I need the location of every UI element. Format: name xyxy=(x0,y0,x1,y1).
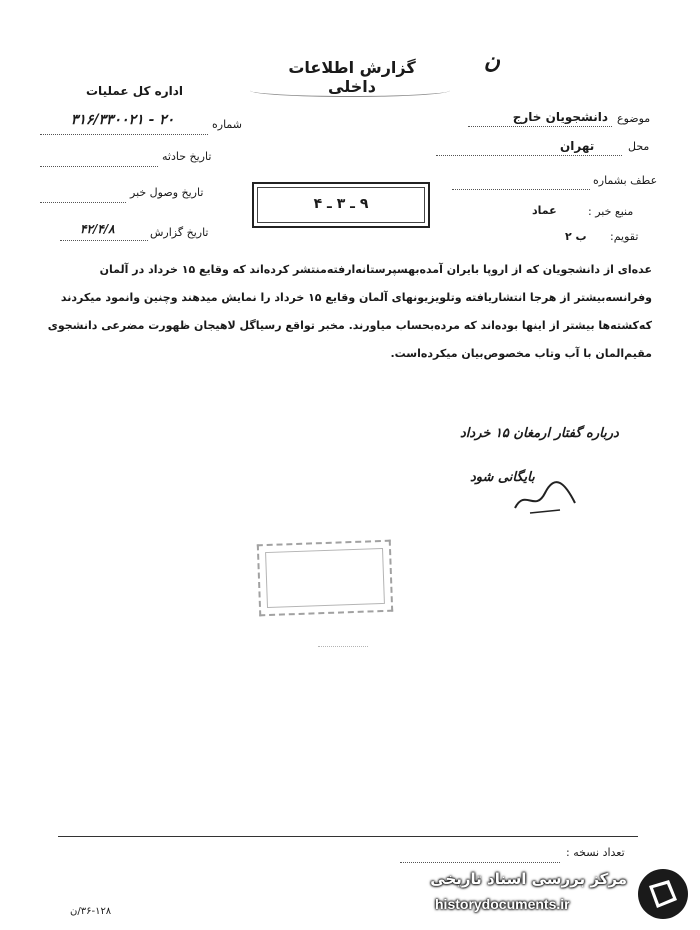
reference-stamp xyxy=(252,182,430,228)
body-line-1: عده‌ای از دانشجویان که از اروپا بایران آمده‌بهسپرستانه‌ارفته‌منتشر کرده‌اند که وقایع ۱۵ خرداد در آلمان xyxy=(99,263,652,276)
place-dots xyxy=(436,155,622,156)
subject-label: موضوع xyxy=(617,112,651,125)
signature-icon xyxy=(510,478,580,518)
report-date-dots xyxy=(60,240,148,241)
form-code: ۳۶-۱۲۸/ن xyxy=(70,906,112,917)
report-date-label: تاریخ گزارش xyxy=(150,226,209,239)
watermark-title: مرکز بررسی اسناد تاریخی xyxy=(430,870,627,888)
place-value: تهران xyxy=(560,139,595,153)
title-underline xyxy=(250,84,450,97)
number-dots xyxy=(40,134,208,135)
evaluation-value: ب ۲ xyxy=(565,230,587,243)
faded-stamp xyxy=(257,540,393,617)
incident-date-dots xyxy=(40,166,158,167)
page-title: گزارش اطلاعات داخلی xyxy=(288,58,416,96)
stamp-text: ۹ ـ ۳ ـ ۴ xyxy=(313,196,369,212)
report-body xyxy=(44,256,652,368)
watermark-logo-icon xyxy=(635,866,691,922)
ref-dots xyxy=(452,189,590,190)
faded-mark xyxy=(318,628,368,647)
body-line-4: مقیم‌المان با آب وتاب مخصوص‌بیان میکرده‌است. xyxy=(390,347,652,360)
number-value: ۳۱۶/۳۳۰۰۲۱ - ۲۰ xyxy=(70,112,175,128)
body-line-3: که‌کشته‌ها بیشتر از اینها بوده‌اند که مرده‌بحساب میاورند. مخبر تواقع رسیاگل لاهیجان ظهورت مضرعی دانشجوی xyxy=(47,319,652,332)
watermark xyxy=(395,864,695,924)
place-label: محل xyxy=(628,140,650,153)
source-label: منبع خبر : xyxy=(588,205,634,218)
received-date-label: تاریخ وصول خبر xyxy=(130,186,204,199)
incident-date-label: تاریخ حادثه xyxy=(162,150,212,163)
received-date-dots xyxy=(40,202,126,203)
watermark-url: historydocuments.ir xyxy=(435,896,570,912)
report-date-value: ۴۲/۴/۸ xyxy=(80,222,115,236)
copies-dots xyxy=(400,862,560,863)
source-value: عماد xyxy=(532,204,557,217)
department-label: اداره کل عملیات xyxy=(86,84,184,98)
footer-divider xyxy=(58,836,638,837)
evaluation-label: تقویم: xyxy=(610,230,639,243)
body-line-2: وفرانسه‌بیشتر از هرجا انتشاریافته وتلویزیونهای آلمان وقایع ۱۵ خرداد را نمایش میدهند وچنین وانمود میکردند xyxy=(60,291,652,304)
subject-dots xyxy=(468,126,612,127)
ref-label: عطف بشماره xyxy=(593,174,658,187)
handwritten-note-line2: بایگانی شود xyxy=(470,470,535,485)
handwritten-note-line1: درباره گفتار ارمغان ۱۵ خرداد xyxy=(460,426,619,441)
corner-mark: ن xyxy=(483,48,500,74)
number-label: شماره xyxy=(212,118,243,131)
subject-value: دانشجویان خارج xyxy=(512,110,608,124)
copies-label: تعداد نسخه : xyxy=(566,846,625,859)
